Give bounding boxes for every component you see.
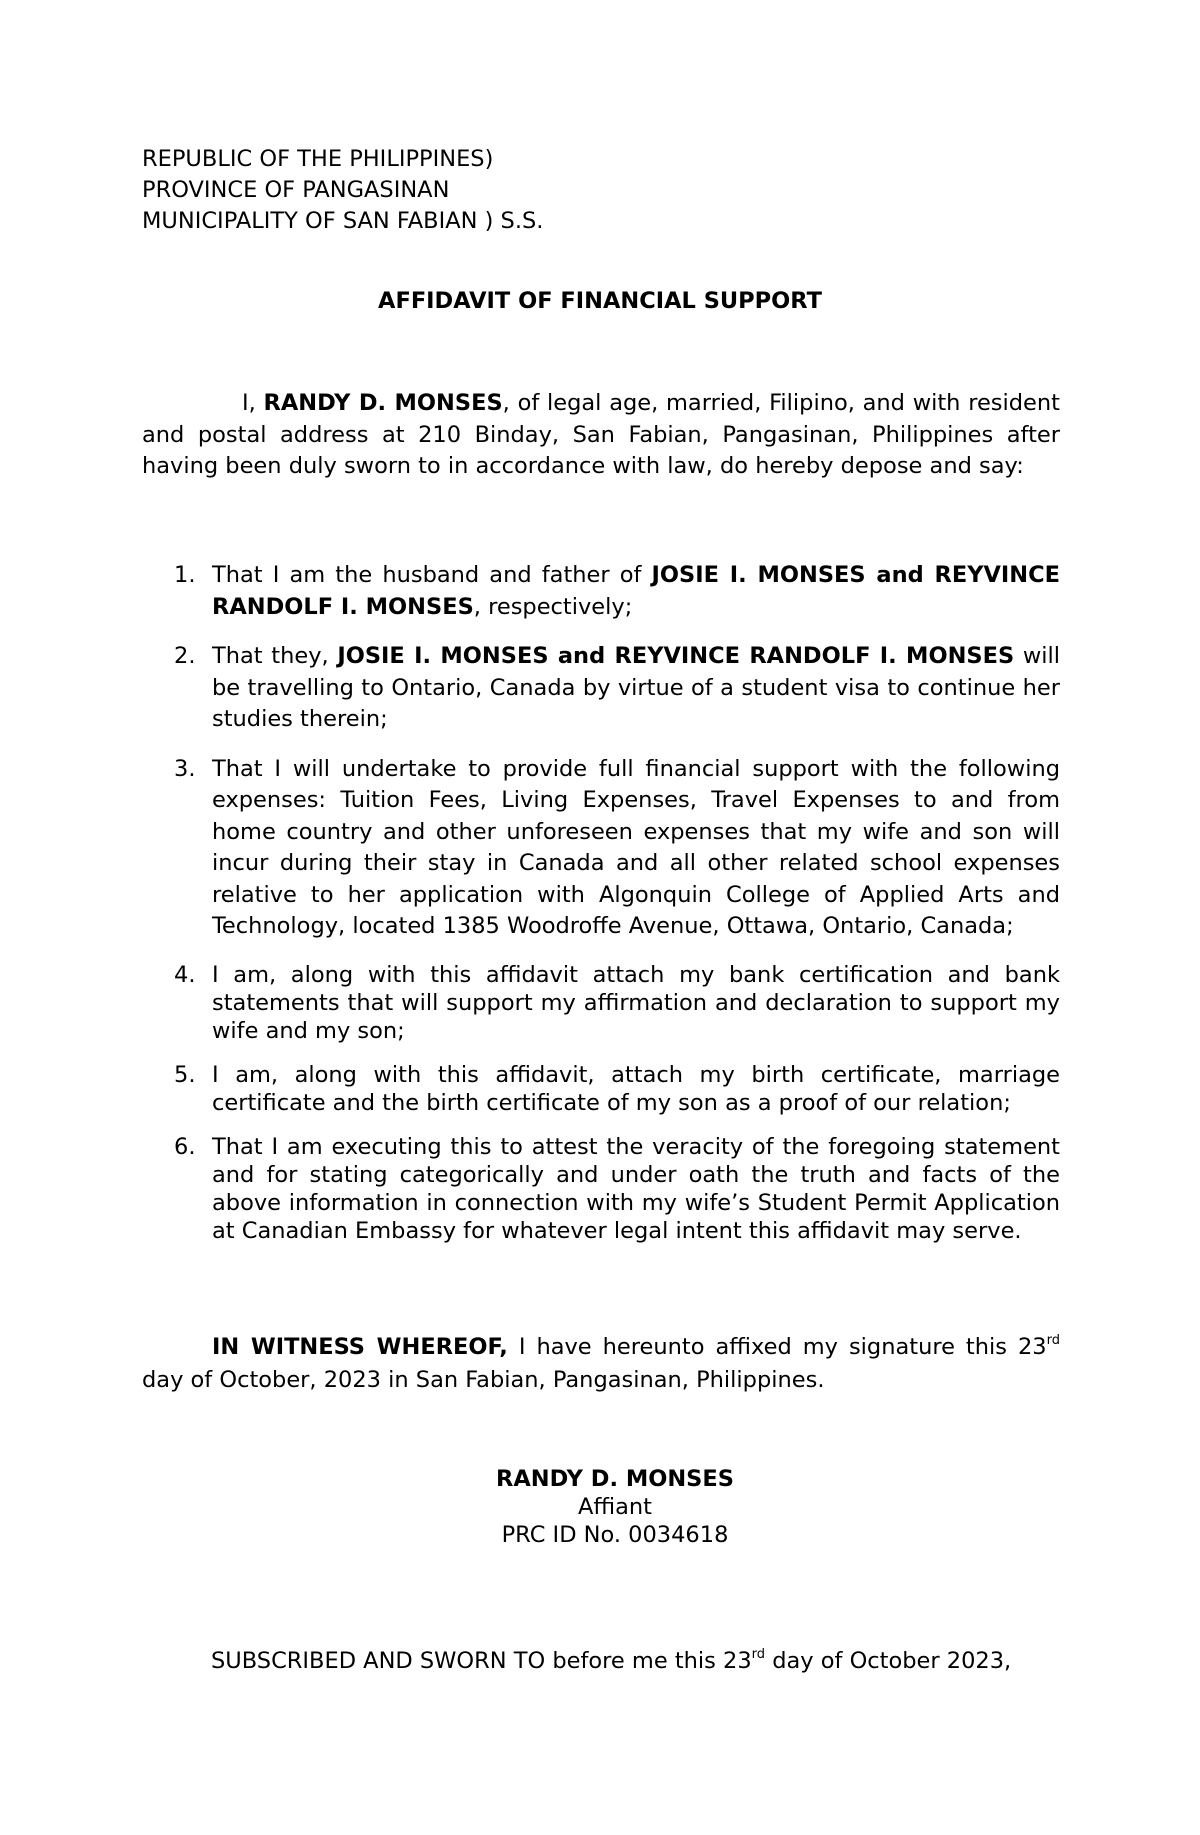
item-number: 5.: [174, 1061, 196, 1088]
item-text-pre: That they,: [212, 643, 338, 669]
item-text: That I am executing this to attest the veracity of the foregoing statement and for stating categorically and under oath the truth and facts of the above information in connection with my wife’s Student Permit Application at Canadian Embassy for whatever legal intent this affidavit may serve.: [212, 1133, 1060, 1244]
item-text-post: will be travelling to Ontario, Canada by virtue of a student visa to continue her studies therein;: [212, 643, 1061, 732]
list-item: [142, 1061, 1060, 1117]
statement-list: [142, 560, 1060, 1245]
venue-province: PROVINCE OF PANGASINAN: [142, 177, 450, 203]
item-number: 4.: [174, 961, 196, 988]
item-number: 1.: [174, 562, 196, 588]
jurat-ordinal: rd: [751, 1646, 766, 1662]
signatory-role: Affiant: [577, 1494, 652, 1520]
item-text: I am, along with this affidavit, attach my birth certificate, marriage certificate and the birth certificate of my son as a proof of our relation;: [212, 1061, 1060, 1116]
witness-paragraph: [142, 1331, 1060, 1397]
intro-post: , of legal age, married, Filipino, and with resident and postal address at 210 Binday, San Fabian, Pangasinan, Philippines after having been duly sworn to in accordance with law, do hereby depose and say:: [142, 390, 1060, 479]
signatory-name: RANDY D. MONSES: [496, 1466, 734, 1492]
venue-municipality: MUNICIPALITY OF SAN FABIAN ) S.S.: [142, 208, 544, 234]
item-names: JOSIE I. MONSES and REYVINCE RANDOLF I. MONSES: [212, 562, 1061, 620]
list-item: [142, 754, 1060, 943]
list-item: [142, 961, 1060, 1045]
list-item: [142, 641, 1060, 736]
list-item: [142, 1133, 1060, 1245]
affiant-name: RANDY D. MONSES: [263, 390, 503, 416]
list-item: [142, 560, 1060, 623]
witness-text-pre: I have hereunto affixed my signature this 23: [507, 1334, 1047, 1360]
witness-heading: IN WITNESS WHEREOF,: [212, 1334, 508, 1360]
intro-pre: I,: [242, 390, 264, 416]
item-text-post: , respectively;: [473, 593, 633, 620]
item-names: JOSIE I. MONSES and REYVINCE RANDOLF I. MONSES: [337, 643, 1015, 669]
witness-text-post: day of October, 2023 in San Fabian, Pangasinan, Philippines.: [142, 1367, 825, 1393]
jurat-text-pre: SUBSCRIBED AND SWORN TO before me this 23: [211, 1648, 752, 1674]
jurat-line: [211, 1646, 1011, 1677]
item-text: That I will undertake to provide full financial support with the following expenses: Tuition Fees, Living Expenses, Travel Expenses to and from home country and other unforeseen expenses that my wife and son will incur during their stay in Canada and all other related school expenses relative to her application with Algonquin College of Applied Arts and Technology, located 1385 Woodroffe Avenue, Ottawa, Ontario, Canada;: [212, 755, 1060, 939]
signatory-id: PRC ID No. 0034618: [501, 1522, 729, 1548]
venue-block: [142, 144, 543, 237]
witness-ordinal: rd: [1046, 1332, 1060, 1348]
jurat-text-post: day of October 2023,: [765, 1648, 1012, 1674]
item-number: 2.: [174, 643, 196, 669]
item-text-pre: That I am the husband and father of: [212, 562, 652, 588]
signature-block: [0, 1465, 1200, 1549]
intro-paragraph: [142, 388, 1060, 483]
item-text: I am, along with this affidavit attach my bank certification and bank statements that will support my affirmation and declaration to support my wife and my son;: [212, 961, 1060, 1044]
venue-country: REPUBLIC OF THE PHILIPPINES): [142, 146, 494, 172]
document-title: AFFIDAVIT OF FINANCIAL SUPPORT: [378, 288, 822, 314]
item-number: 3.: [174, 755, 196, 782]
item-number: 6.: [174, 1133, 196, 1160]
